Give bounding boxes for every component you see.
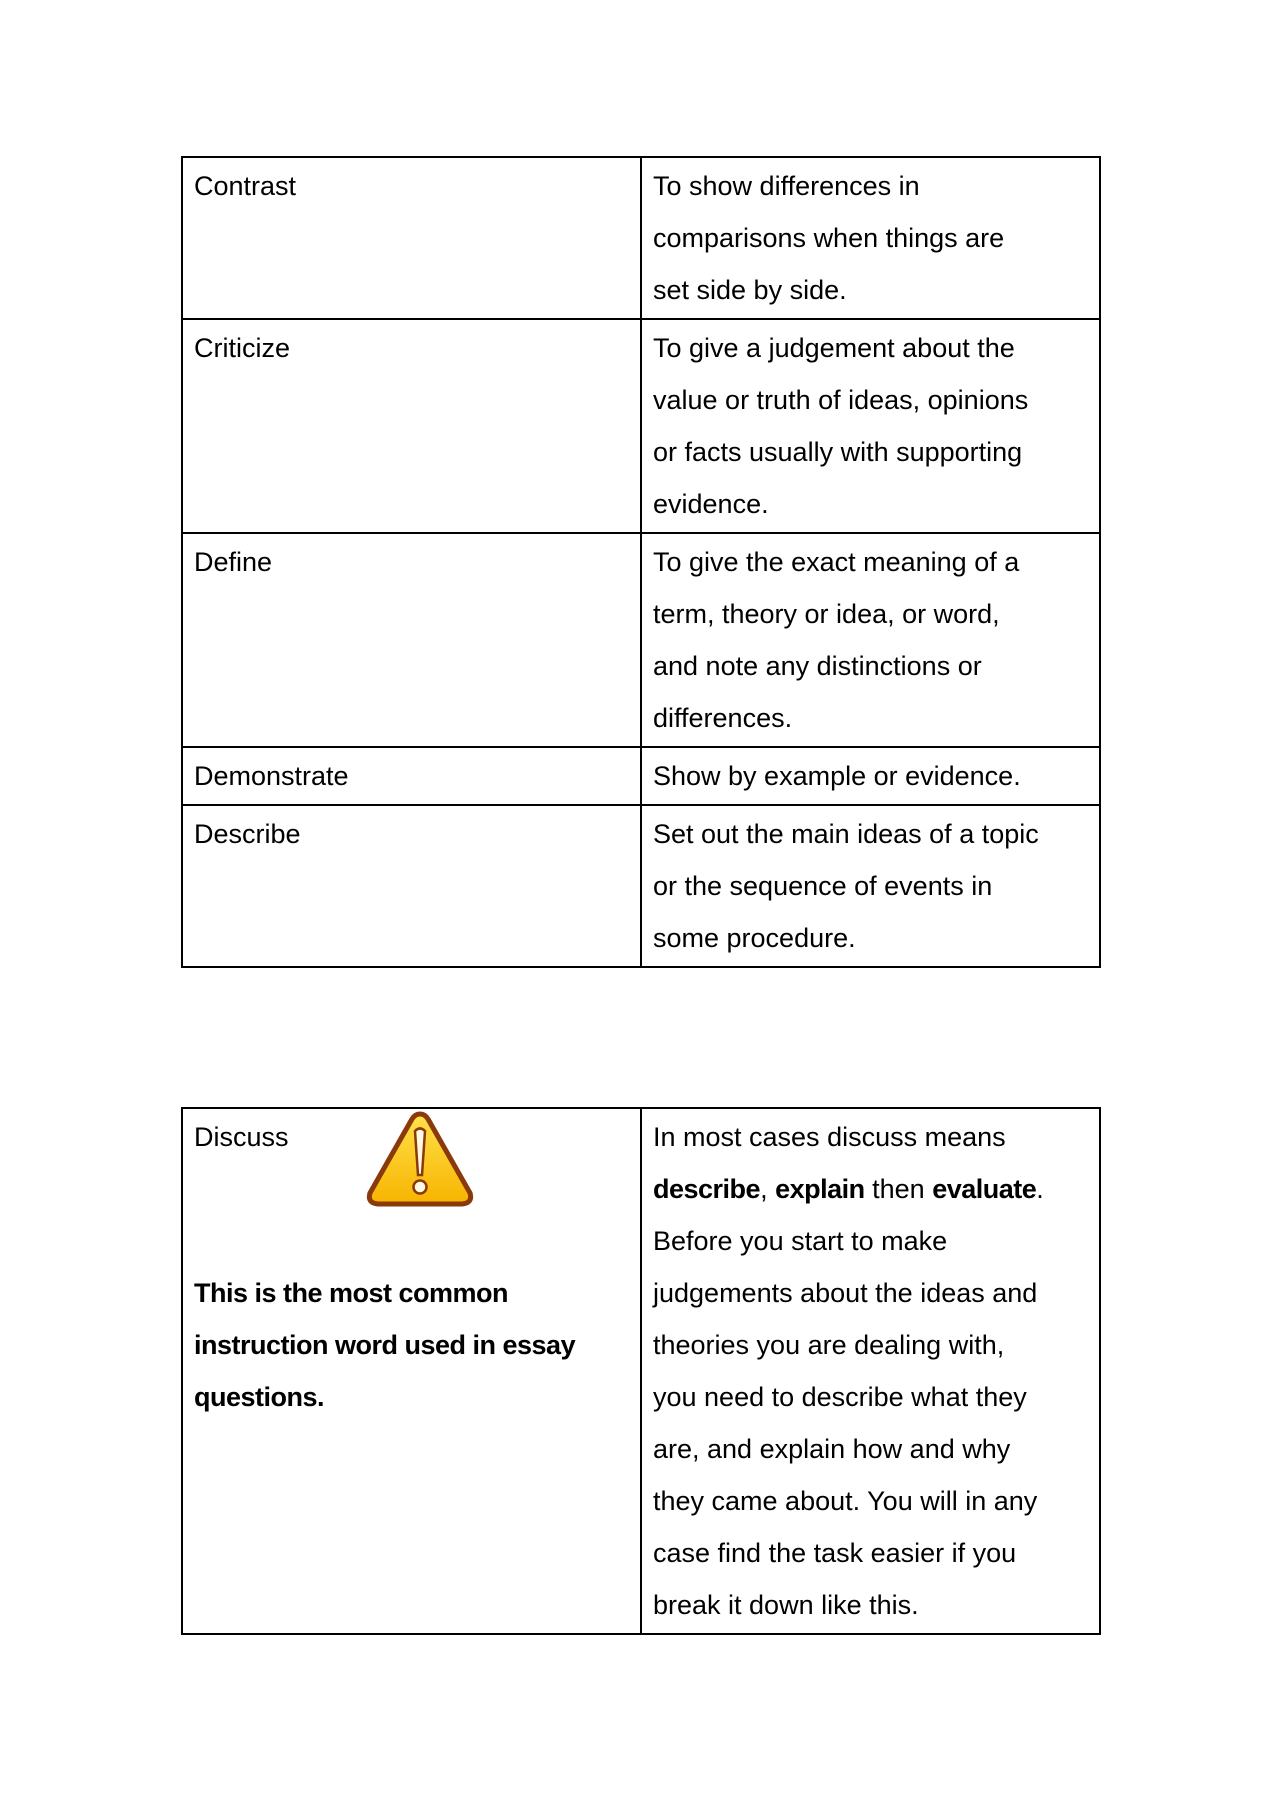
definition-line: some procedure. xyxy=(653,923,856,953)
term-label: Define xyxy=(194,547,273,577)
term-label: Contrast xyxy=(194,171,297,201)
definition-line: To give the exact meaning of a xyxy=(653,547,1020,577)
table-row-demonstrate xyxy=(182,747,1100,805)
definition-cell xyxy=(641,1108,1100,1634)
table-row-describe xyxy=(182,805,1100,967)
term-cell xyxy=(182,1108,641,1634)
definition-cell xyxy=(641,747,1100,805)
discuss-table xyxy=(181,1107,1101,1635)
term-label: Criticize xyxy=(194,333,291,363)
table-row-criticize xyxy=(182,319,1100,533)
term-cell xyxy=(182,533,641,747)
table-row-contrast xyxy=(182,157,1100,319)
definition-line: set side by side. xyxy=(653,275,847,305)
definition-line: theories you are dealing with, xyxy=(653,1330,1005,1360)
separator: , xyxy=(760,1174,776,1204)
instruction-words-table xyxy=(181,156,1101,968)
definition-line: value or truth of ideas, opinions xyxy=(653,385,1029,415)
table-row-define xyxy=(182,533,1100,747)
term-label: Describe xyxy=(194,819,301,849)
definition-line: Set out the main ideas of a topic xyxy=(653,819,1039,849)
definition-line: To show differences in xyxy=(653,171,920,201)
table-row-discuss xyxy=(182,1108,1100,1634)
keyword-evaluate: evaluate xyxy=(932,1174,1037,1204)
definition-line-keywords xyxy=(653,1163,1089,1215)
definition-cell xyxy=(641,319,1100,533)
definition-line: In most cases discuss means xyxy=(653,1122,1006,1152)
term-cell xyxy=(182,805,641,967)
definition-cell xyxy=(641,157,1100,319)
definition-line: Show by example or evidence. xyxy=(653,761,1021,791)
keyword-describe: describe xyxy=(653,1174,761,1204)
definition-line: you need to describe what they xyxy=(653,1382,1027,1412)
note-line: instruction word used in essay xyxy=(194,1330,576,1360)
separator: . xyxy=(1036,1174,1044,1204)
definition-line: or the sequence of events in xyxy=(653,871,993,901)
definition-line: or facts usually with supporting xyxy=(653,437,1023,467)
definition-line: and note any distinctions or xyxy=(653,651,982,681)
definition-line: comparisons when things are xyxy=(653,223,1005,253)
term-cell xyxy=(182,747,641,805)
term-discuss: Discuss xyxy=(194,1122,289,1152)
warning-icon xyxy=(364,1109,476,1209)
definition-line: evidence. xyxy=(653,489,769,519)
definition-line: To give a judgement about the xyxy=(653,333,1015,363)
note-line: questions. xyxy=(194,1382,325,1412)
term-label: Demonstrate xyxy=(194,761,349,791)
definition-line: they came about. You will in any xyxy=(653,1486,1038,1516)
definition-line: case find the task easier if you xyxy=(653,1538,1017,1568)
note-line: This is the most common xyxy=(194,1278,509,1308)
term-cell xyxy=(182,157,641,319)
definition-cell xyxy=(641,533,1100,747)
definition-line: are, and explain how and why xyxy=(653,1434,1011,1464)
term-cell xyxy=(182,319,641,533)
definition-cell xyxy=(641,805,1100,967)
definition-line: Before you start to make xyxy=(653,1226,948,1256)
definition-line: term, theory or idea, or word, xyxy=(653,599,1000,629)
definition-line: break it down like this. xyxy=(653,1590,919,1620)
definition-line: judgements about the ideas and xyxy=(653,1278,1038,1308)
separator: then xyxy=(864,1174,933,1204)
keyword-explain: explain xyxy=(775,1174,865,1204)
definition-line: differences. xyxy=(653,703,793,733)
